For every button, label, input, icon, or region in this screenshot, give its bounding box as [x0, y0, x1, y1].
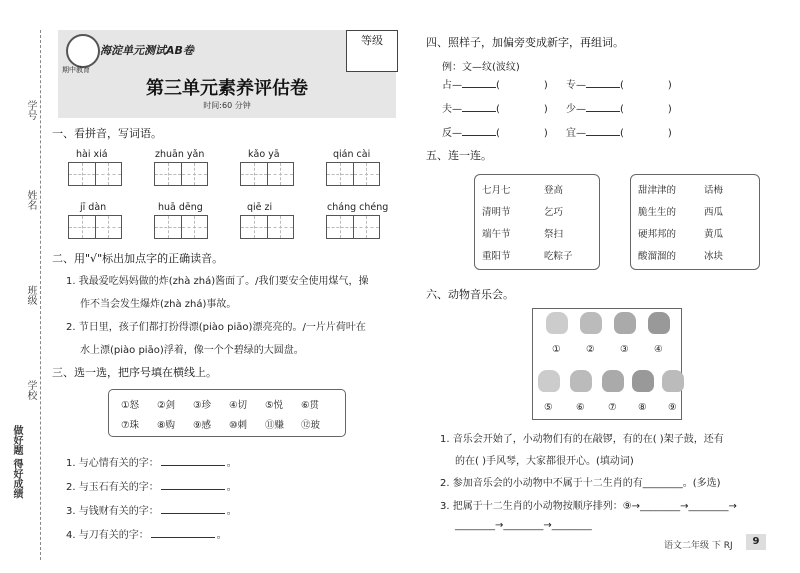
- pinyin: qiē zi: [247, 202, 273, 213]
- series-name: 海淀单元测试AB卷: [100, 44, 194, 57]
- question-line: 1. 音乐会开始了，小动物们有的在敲锣，有的在( )架子鼓，还有: [440, 434, 724, 445]
- animal-number: ③: [620, 344, 629, 355]
- match-word[interactable]: 祭扫: [544, 229, 564, 240]
- match-word[interactable]: 西瓜: [704, 207, 724, 218]
- pinyin: qián cài: [333, 149, 371, 160]
- question-line: 的在( )手风琴，大家都很开心。(填动词): [455, 456, 634, 467]
- answer-blank[interactable]: [586, 111, 620, 112]
- option: ⑪赚: [265, 420, 285, 431]
- match-word[interactable]: 脆生生的: [638, 207, 677, 218]
- radical-row: 少— ( ): [566, 104, 672, 115]
- question-line: 4. 与刀有关的字： 。: [66, 530, 227, 541]
- question-line: 2. 参加音乐会的小动物中不属于十二生肖的有________。(多选): [440, 478, 721, 489]
- page-title: 第三单元素养评估卷: [146, 78, 308, 99]
- radical-row: 宜— ( ): [566, 128, 672, 139]
- radical-row: 占— ( ): [442, 80, 548, 91]
- write-grid[interactable]: [326, 162, 380, 186]
- animal-number: ②: [586, 344, 595, 355]
- question-line: ________→________→________: [455, 520, 592, 531]
- question-line: 1. 与心情有关的字： 。: [66, 458, 237, 469]
- radical-row: 夫— ( ): [442, 104, 548, 115]
- animal-figure: [580, 312, 602, 334]
- match-word[interactable]: 乞巧: [544, 207, 564, 218]
- radical-row: 专— ( ): [566, 80, 672, 91]
- animal-number: ⑤: [544, 402, 553, 413]
- section2-heading: 二、用"√"标出加点字的正确读音。: [52, 252, 224, 265]
- question-line: 作不当会发生爆炸(zhà zhá)事故。: [80, 299, 237, 310]
- class-label: 班级: [25, 285, 36, 305]
- pinyin: huā dēng: [158, 202, 203, 213]
- animal-figure: [546, 312, 568, 334]
- pinyin: jī dàn: [80, 202, 107, 213]
- animal-number: ⑧: [638, 402, 647, 413]
- option: ⑩刺: [229, 420, 248, 431]
- option-box: [108, 389, 346, 437]
- write-grid[interactable]: [68, 215, 122, 239]
- option: ⑧购: [157, 420, 176, 431]
- grade-box: [346, 30, 398, 72]
- option: ①怒: [121, 400, 140, 411]
- animal-figure: [648, 312, 670, 334]
- write-grid[interactable]: [154, 215, 208, 239]
- cut-line: [40, 30, 41, 560]
- logo: [66, 34, 100, 68]
- match-word[interactable]: 话梅: [704, 185, 724, 196]
- answer-blank[interactable]: [586, 135, 620, 136]
- answer-blank[interactable]: [151, 537, 215, 538]
- section6-heading: 六、动物音乐会。: [426, 288, 514, 301]
- match-word[interactable]: 甜津津的: [638, 185, 677, 196]
- option: ②剑: [157, 400, 176, 411]
- animal-figure: [632, 370, 654, 392]
- option: ⑦珠: [121, 420, 140, 431]
- answer-blank[interactable]: [161, 465, 225, 466]
- name-label: 姓名: [25, 190, 36, 210]
- question-line: 2. 与玉石有关的字： 。: [66, 482, 237, 493]
- option: ⑨感: [193, 420, 212, 431]
- match-word[interactable]: 吃粽子: [544, 251, 573, 262]
- match-word[interactable]: 登高: [544, 185, 564, 196]
- answer-blank[interactable]: [462, 87, 496, 88]
- section4-heading: 四、照样子，加偏旁变成新字，再组词。: [426, 36, 624, 49]
- binding-margin: [0, 0, 46, 573]
- section3-heading: 三、选一选，把序号填在横线上。: [52, 366, 217, 379]
- animal-figure: [570, 370, 592, 392]
- match-word[interactable]: 清明节: [482, 207, 511, 218]
- option: ④切: [229, 400, 248, 411]
- animal-number: ⑦: [608, 402, 617, 413]
- school-label: 学校: [25, 380, 36, 400]
- match-word[interactable]: 重阳节: [482, 251, 511, 262]
- match-word[interactable]: 冰块: [704, 251, 724, 262]
- student-id-label: 学号: [25, 100, 36, 120]
- answer-blank[interactable]: [586, 87, 620, 88]
- match-word[interactable]: 七月七: [482, 185, 511, 196]
- answer-blank[interactable]: [462, 111, 496, 112]
- example: 例：文—纹(波纹): [442, 62, 520, 73]
- match-word[interactable]: 黄瓜: [704, 229, 724, 240]
- option: ③珍: [193, 400, 212, 411]
- animal-figure: [614, 312, 636, 334]
- question-line: 1. 我最爱吃妈妈做的炸(zhà zhá)酱面了。/我们要安全使用煤气，操: [66, 276, 369, 287]
- pinyin: hài xiá: [76, 149, 108, 160]
- write-grid[interactable]: [240, 162, 294, 186]
- animal-number: ④: [654, 344, 663, 355]
- option: ⑤悦: [265, 400, 284, 411]
- animal-figure: [602, 370, 624, 392]
- animal-number: ⑨: [668, 402, 677, 413]
- answer-blank[interactable]: [462, 135, 496, 136]
- grade-label: 等级: [361, 34, 383, 47]
- time-limit: 时间:60 分钟: [203, 101, 251, 110]
- question-line: 3. 与钱财有关的字： 。: [66, 506, 237, 517]
- write-grid[interactable]: [240, 215, 294, 239]
- slogan: 做好题 得好成绩: [11, 425, 22, 499]
- pinyin: cháng chéng: [327, 202, 389, 213]
- animal-number: ⑥: [576, 402, 585, 413]
- animal-number: ①: [552, 344, 561, 355]
- pinyin: zhuān yǎn: [155, 149, 205, 160]
- section1-heading: 一、看拼音，写词语。: [52, 127, 162, 140]
- match-word[interactable]: 硬邦邦的: [638, 229, 677, 240]
- question-line: 水上漂(piào piāo)浮着，像一个个碧绿的大圆盘。: [80, 345, 304, 356]
- question-line: 2. 节日里，孩子们都打扮得漂(piào piāo)漂亮亮的。/一片片荷叶在: [66, 322, 366, 333]
- option: ⑥贯: [301, 400, 320, 411]
- radical-row: 反— ( ): [442, 128, 548, 139]
- animal-figure: [538, 370, 560, 392]
- footer-text: 语文二年级 下 RJ: [664, 541, 733, 551]
- match-word[interactable]: 端午节: [482, 229, 511, 240]
- write-grid[interactable]: [68, 162, 122, 186]
- match-word[interactable]: 酸溜溜的: [638, 251, 677, 262]
- answer-blank[interactable]: [161, 513, 225, 514]
- page-number: 9: [746, 534, 766, 550]
- answer-blank[interactable]: [161, 489, 225, 490]
- write-grid[interactable]: [154, 162, 208, 186]
- option: ⑫玻: [301, 420, 321, 431]
- question-line: 3. 把属于十二生肖的小动物按顺序排列：⑨→________→________→: [440, 501, 737, 512]
- pinyin: kǎo yā: [248, 149, 280, 160]
- logo-text: 期中教育: [62, 66, 90, 74]
- section5-heading: 五、连一连。: [426, 149, 492, 162]
- write-grid[interactable]: [326, 215, 380, 239]
- animal-figure: [662, 370, 684, 392]
